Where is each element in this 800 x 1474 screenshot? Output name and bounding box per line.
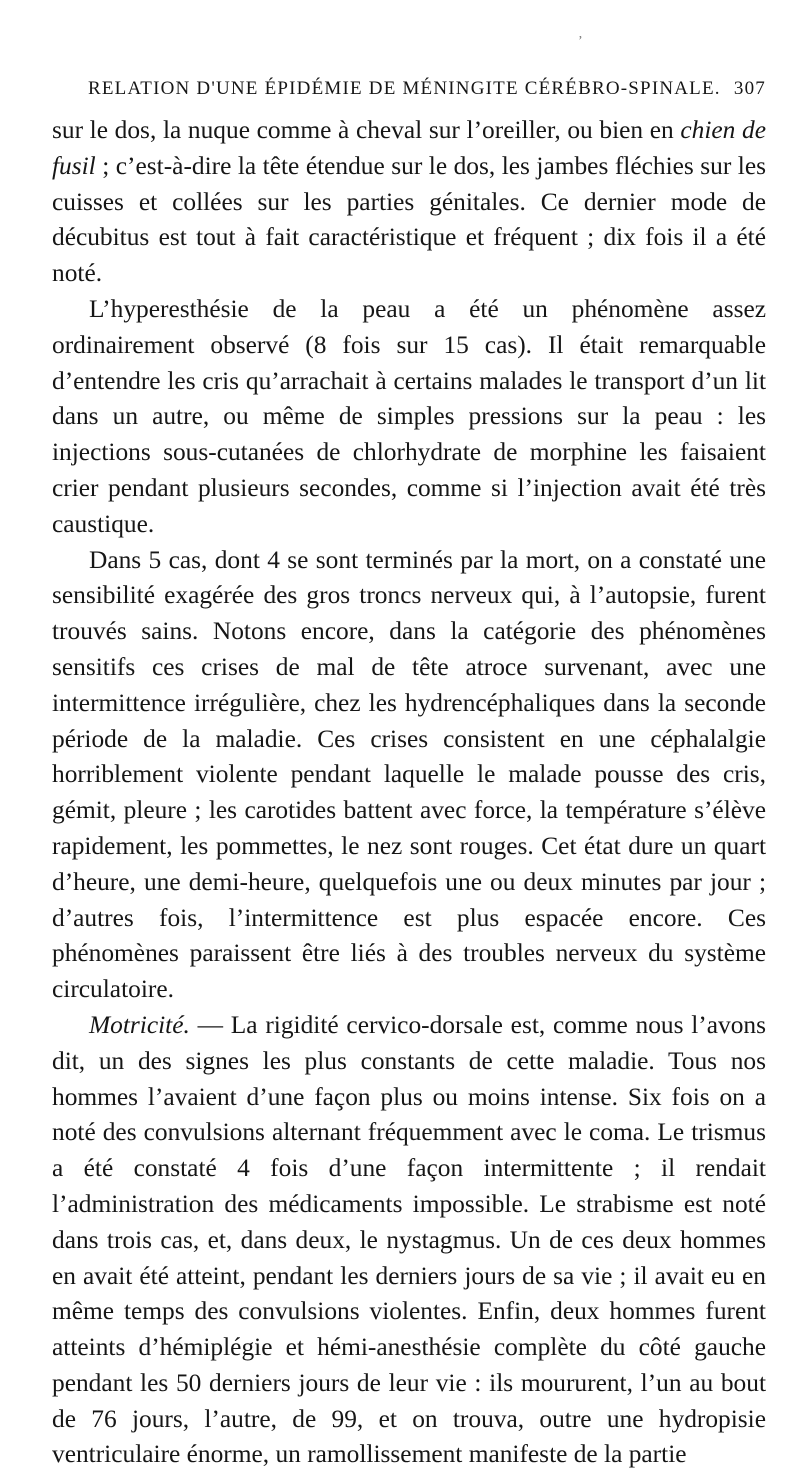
running-header xyxy=(88,78,766,104)
book-page xyxy=(52,0,766,1474)
corner-mark: ’ xyxy=(578,34,583,49)
paragraph-4 xyxy=(52,1008,766,1473)
page-number: 307 xyxy=(733,78,766,99)
section-heading-motricite: Motricité. xyxy=(89,1010,190,1039)
paragraph-1-part1: sur le dos, la nuque comme à cheval sur l’oreiller, ou bien en xyxy=(52,116,681,144)
paragraph-2: L’hyperesthésie de la peau a été un phénomène assez ordinairement observé (8 fois sur 15 cas). Il était remarquable d’entendre les cris qu’arrachait à certains malades le transport d’un lit dans un autre, ou même de simples pressions sur la peau : les injections sous-cutanées de chlorhydrate de morphine les faisaient crier pendant plusieurs secondes, comme si l’injection avait été très caustique. xyxy=(52,294,766,538)
paragraph-4-text: — La rigidité cervico-dorsale est, comme nous l’avons dit, un des signes les plus constants de cette maladie. Tous nos hommes l’avaient d’une façon plus ou moins intense. Six fois on a noté des convulsions alternant fréquemment avec le coma. Le trismus a été constaté 4 fois d’une façon intermittente ; il rendait l’administration des médicaments impossible. Le strabisme est noté dans trois cas, et, dans deux, le nystagmus. Un de ces deux hommes en avait été atteint, pendant les derniers jours de sa vie ; il avait eu en même temps des convulsions violentes. Enfin, deux hommes furent atteints d’hémiplégie et hémi-anesthésie complète du côté gauche pendant les 50 derniers jours de leur vie : ils moururent, l’un au bout de 76 jours, l’autre, de 99, et on trouva, outre une hydropisie ventriculaire énorme, un ramollissement manifeste de la partie xyxy=(52,1010,766,1469)
body-text xyxy=(52,113,766,1473)
paragraph-1 xyxy=(52,113,766,292)
running-title: RELATION D'UNE ÉPIDÉMIE DE MÉNINGITE CÉRÉBRO-SPINALE. xyxy=(88,78,721,99)
paragraph-3: Dans 5 cas, dont 4 se sont terminés par la mort, on a constaté une sensibilité exagérée des gros troncs nerveux qui, à l’autopsie, furent trouvés sains. Notons encore, dans la catégorie des phénomènes sensitifs ces crises de mal de tête atroce survenant, avec une intermittence irrégulière, chez les hydrencéphaliques dans la seconde période de la maladie. Ces crises consistent en une céphalalgie horriblement violente pendant laquelle le malade pousse des cris, gémit, pleure ; les carotides battent avec force, la température s’élève rapidement, les pommettes, le nez sont rouges. Cet état dure un quart d’heure, une demi-heure, quelquefois une ou deux minutes par jour ; d’autres fois, l’intermittence est plus espacée encore. Ces phénomènes paraissent être liés à des troubles nerveux du système circulatoire. xyxy=(52,545,766,1004)
paragraph-1-part2: ; c’est-à-dire la tête étendue sur le dos, les jambes fléchies sur les cuisses et collées sur les parties génitales. Ce dernier mode de décubitus est tout à fait caractéristique et fréquent ; dix fois il a été noté. xyxy=(52,151,766,288)
paragraph-1-italic: chien de fusil xyxy=(52,116,766,180)
